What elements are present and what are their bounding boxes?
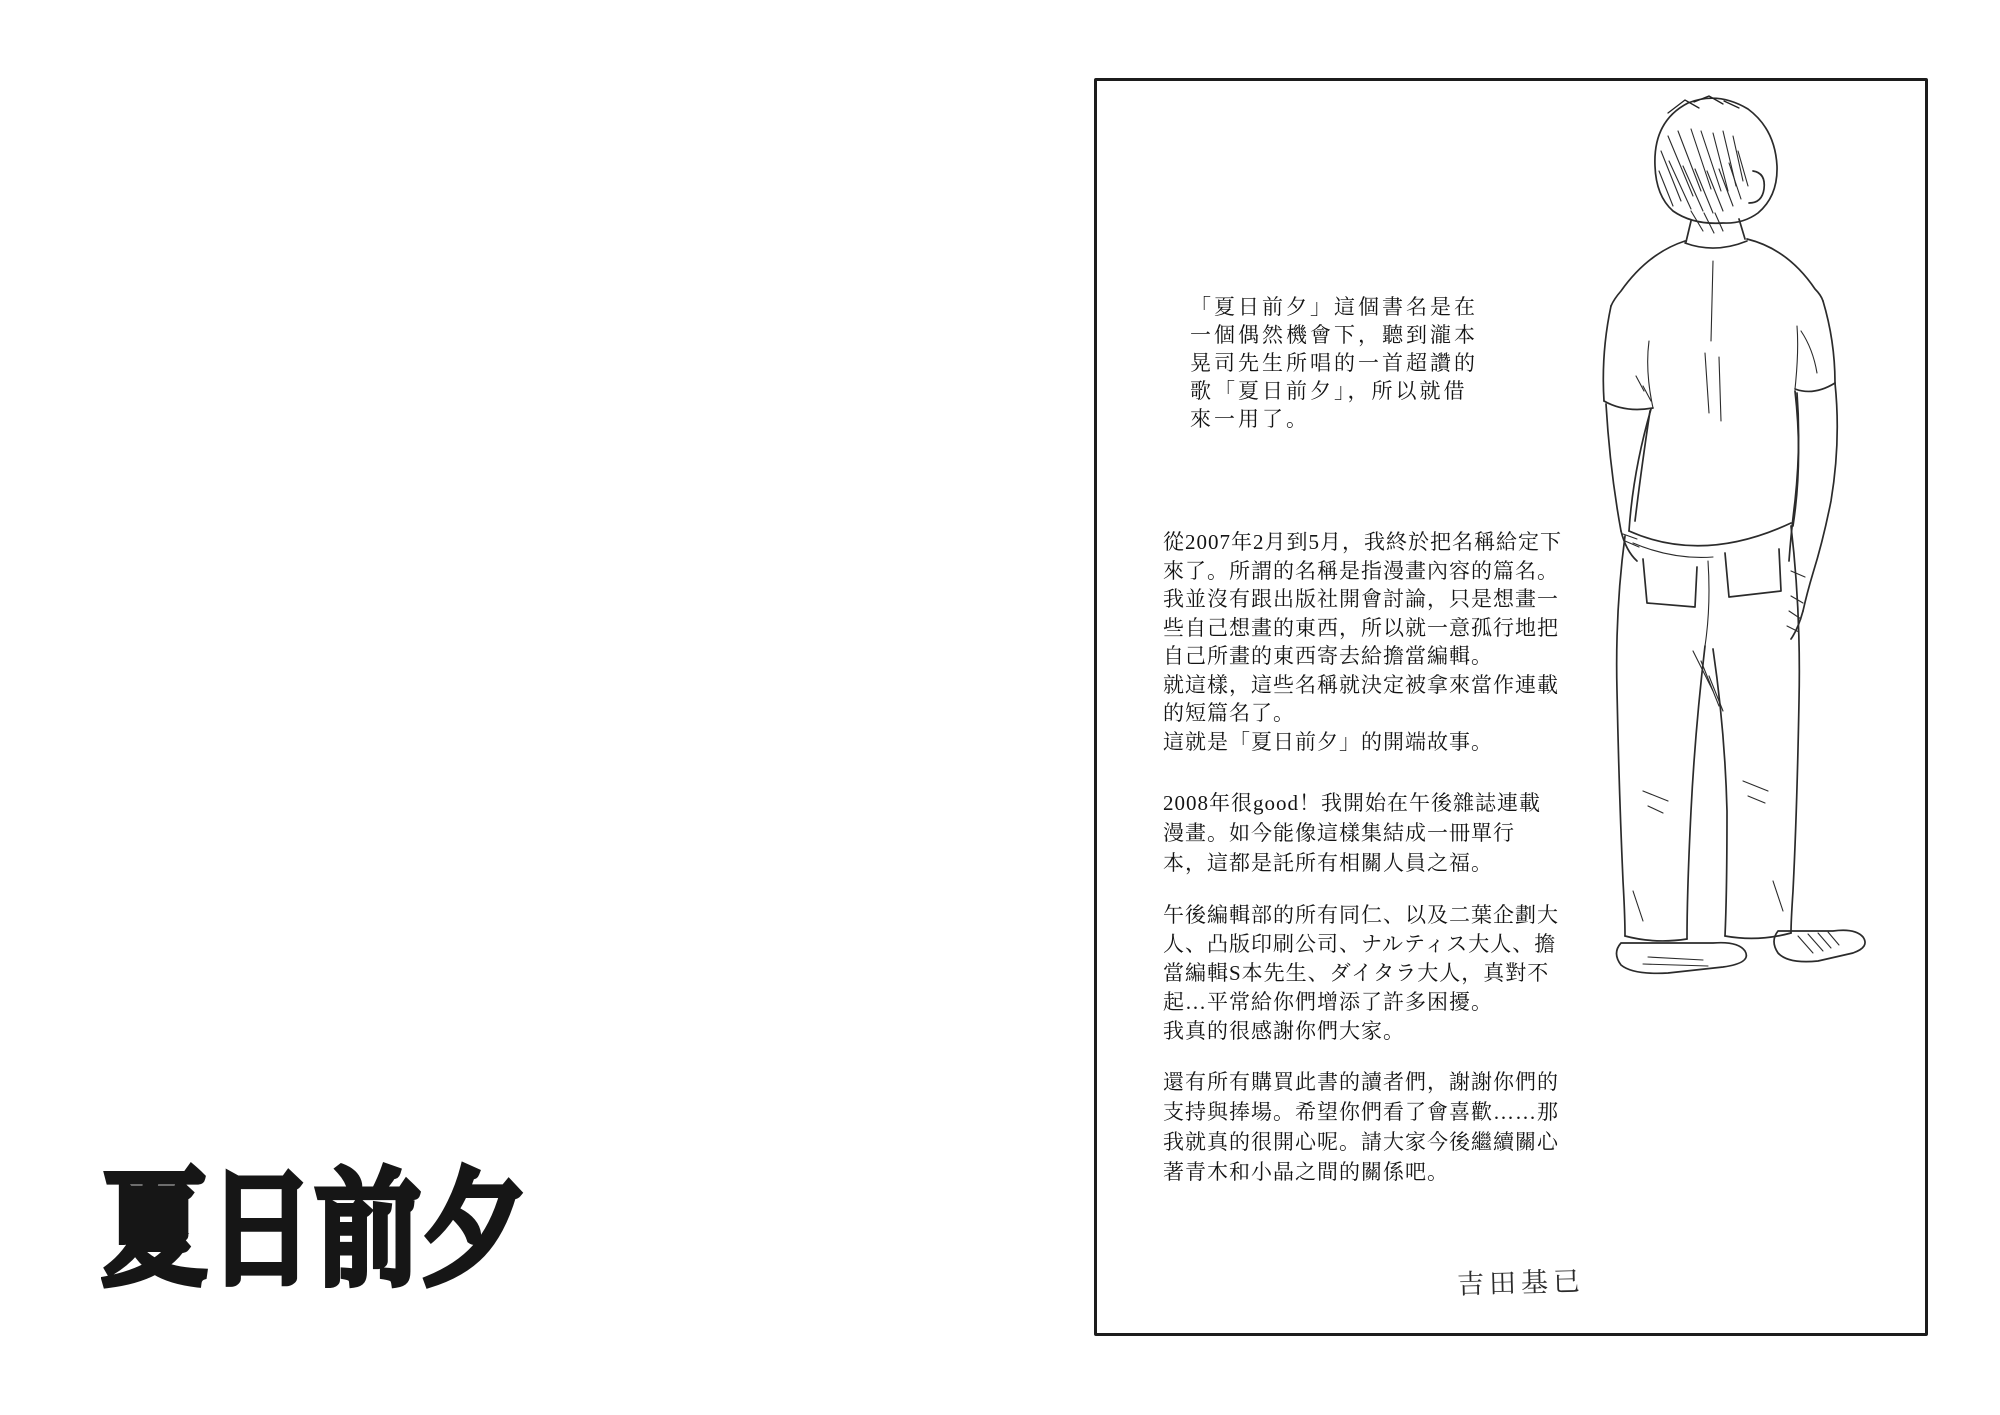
afterword-paragraph-4 [1163,901,1559,1046]
afterword-paragraph-5 [1163,1067,1559,1187]
afterword-paragraph-2 [1163,528,1562,756]
text-line: 來一用了。 [1190,407,1310,431]
text-line: 本，這都是託所有相關人員之福。 [1163,851,1493,875]
text-line: 2008年很good！我開始在午後雜誌連載 [1163,791,1541,815]
text-line: 著青木和小晶之間的關係吧。 [1163,1160,1449,1184]
text-line: 人、凸版印刷公司、ナルティス大人、擔 [1163,932,1557,956]
book-title-logo: 夏日前夕 [102,1158,529,1303]
text-line: 從2007年2月到5月，我終於把名稱給定下 [1163,530,1562,554]
text-line: 「夏日前夕」這個書名是在 [1190,295,1478,319]
back-view-man-sketch [1573,91,1873,983]
text-line: 午後編輯部的所有同仁、以及二葉企劃大 [1163,903,1559,927]
text-line: 就這樣，這些名稱就決定被拿來當作連載 [1163,672,1559,697]
text-line: 起…平常給你們增添了許多困擾。 [1163,990,1493,1014]
text-line: 晃司先生所唱的一首超讚的 [1190,351,1478,375]
text-line: 我並沒有跟出版社開會討論，只是想畫一 [1163,587,1559,611]
text-line: 這就是「夏日前夕」的開端故事。 [1163,729,1493,754]
text-line: 歌「夏日前夕」，所以就借 [1190,379,1468,403]
text-line: 一個偶然機會下，聽到瀧本 [1190,323,1478,347]
afterword-paragraph-3 [1163,788,1541,878]
text-line: 來了。所謂的名稱是指漫畫內容的篇名。 [1163,558,1559,583]
text-line: 支持與捧場。希望你們看了會喜歡……那 [1163,1100,1559,1124]
text-line: 我真的很感謝你們大家。 [1163,1019,1405,1043]
afterword-panel [1094,78,1928,1336]
text-line: 自己所畫的東西寄去給擔當編輯。 [1163,644,1493,668]
standing-figure-illustration [1573,91,1873,983]
text-line: 當編輯S本先生、ダイタラ大人，真對不 [1163,961,1550,985]
text-line: 的短篇名了。 [1163,701,1295,725]
text-line: 我就真的很開心呢。請大家今後繼續關心 [1163,1130,1559,1154]
text-line: 還有所有購買此書的讀者們，謝謝你們的 [1163,1070,1559,1094]
afterword-paragraph-1 [1190,293,1478,433]
author-signature: 吉田基已 [1456,1266,1586,1301]
text-line: 些自己想畫的東西，所以就一意孤行地把 [1163,615,1559,640]
text-line: 漫畫。如今能像這樣集結成一冊單行 [1163,821,1515,845]
